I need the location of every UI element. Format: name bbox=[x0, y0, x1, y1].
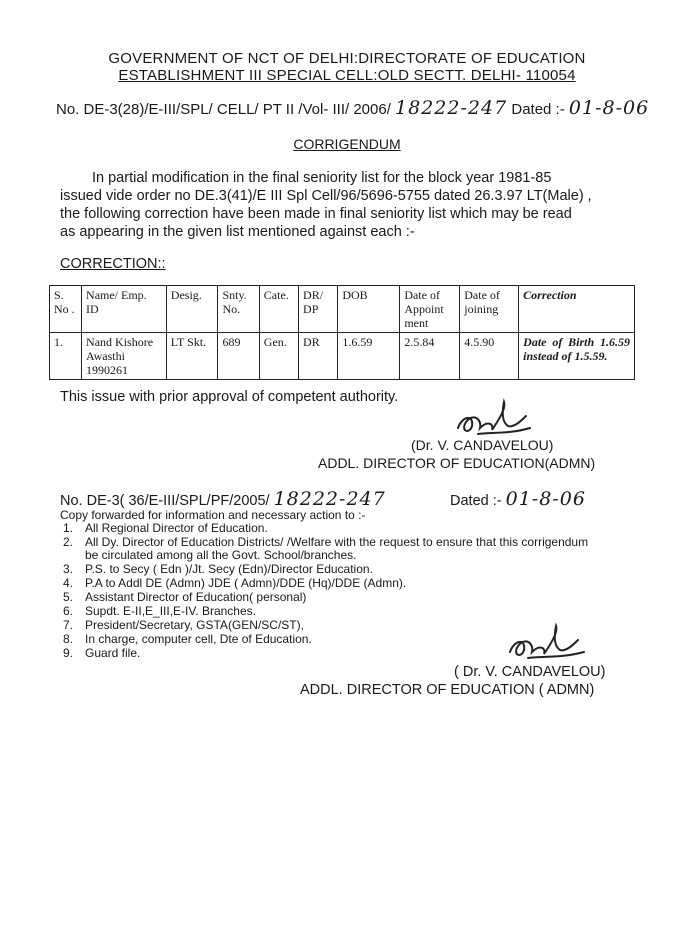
body-line-4: as appearing in the given list mentioned against each :- bbox=[60, 224, 415, 240]
header-desig: Desig. bbox=[166, 286, 218, 333]
cell-sno: 1. bbox=[50, 333, 82, 380]
recipient-list: 1. All Regional Director of Education. 2. All Dy. Director of Education Districts/ /Welfare with the request to ensure that this corrigendum be circulated among all the Govt. School/branches. 3. P.S. to Secy ( Edn )/Jt. Secy (Edn)/Director Education. 4. P.A to Addl DE (Admn) JDE ( Admn)/DDE (Hq)/DDE (Admn). 5. Assistant Director of Education( personal) 6. Supdt. E-II,E_III,E-IV. Branches. 7. President/Secretary, GSTA(GEN/SC/ST), 8. In charge, computer cell, Dte of Education. 9. Guard file. bbox=[62, 521, 589, 660]
header-snty: Snty. No. bbox=[218, 286, 259, 333]
table-header-row bbox=[50, 286, 635, 333]
header-joining: Date of joining bbox=[460, 286, 519, 333]
document-title-text: CORRIGENDUM bbox=[293, 136, 401, 152]
header-appoint: Date of Appoint ment bbox=[400, 286, 460, 333]
document-title bbox=[0, 136, 694, 152]
header-drdp: DR/ DP bbox=[299, 286, 338, 333]
signature-1-designation: ADDL. DIRECTOR OF EDUCATION(ADMN) bbox=[318, 455, 596, 471]
copy-forwarded-label: Copy forwarded for information and necessary action to :- bbox=[60, 508, 366, 522]
body-line-1: In partial modification in the final seniority list for the block year 1981-85 bbox=[92, 170, 552, 186]
cell-cate: Gen. bbox=[259, 333, 298, 380]
header-sno: S. No . bbox=[50, 286, 82, 333]
body-line-2: issued vide order no DE.3(41)/E III Spl Cell/96/5696-5755 dated 26.3.97 LT(Male) , bbox=[60, 188, 592, 204]
cell-dob: 1.6.59 bbox=[338, 333, 400, 380]
header-line-1: GOVERNMENT OF NCT OF DELHI:DIRECTORATE OF EDUCATION bbox=[108, 50, 586, 67]
handwritten-date: 01-8-06 bbox=[568, 97, 650, 119]
handwritten-date-2: 01-8-06 bbox=[505, 488, 586, 510]
reference-number-2: No. DE-3( 36/E-III/SPL/PF/2005/ bbox=[60, 493, 270, 509]
cell-drdp: DR bbox=[299, 333, 338, 380]
handwritten-dispatch-number: 18222-247 bbox=[395, 97, 508, 119]
cell-name: Nand Kishore Awasthi 1990261 bbox=[82, 333, 167, 380]
header-cate: Cate. bbox=[259, 286, 298, 333]
reference-line-1 bbox=[56, 97, 649, 119]
cell-joining: 4.5.90 bbox=[460, 333, 519, 380]
approval-statement: This issue with prior approval of competent authority. bbox=[60, 389, 399, 405]
signature-1-mark bbox=[448, 398, 538, 438]
body-line-3: the following correction have been made in final seniority list which may be read bbox=[60, 206, 572, 222]
reference-date-2 bbox=[450, 488, 586, 510]
cell-desig: LT Skt. bbox=[166, 333, 218, 380]
header-dob: DOB bbox=[338, 286, 400, 333]
reference-number: No. DE-3(28)/E-III/SPL/ CELL/ PT II /Vol- III/ 2006/ bbox=[56, 101, 391, 118]
signature-1-name: (Dr. V. CANDAVELOU) bbox=[411, 437, 554, 453]
signature-2-name: ( Dr. V. CANDAVELOU) bbox=[454, 664, 606, 680]
header-correction: Correction bbox=[519, 286, 635, 333]
header-name: Name/ Emp. ID bbox=[82, 286, 167, 333]
cell-appoint: 2.5.84 bbox=[400, 333, 460, 380]
correction-label-text: CORRECTION:: bbox=[60, 256, 166, 272]
header-line-2 bbox=[0, 67, 694, 84]
dated-label: Dated :- bbox=[511, 101, 565, 118]
handwritten-dispatch-number-2: 18222-247 bbox=[273, 488, 386, 510]
correction-table bbox=[49, 285, 635, 380]
correction-label bbox=[60, 256, 166, 272]
reference-line-2 bbox=[60, 488, 386, 510]
cell-snty: 689 bbox=[218, 333, 259, 380]
header-line-2-text: ESTABLISHMENT III SPECIAL CELL:OLD SECTT. DELHI- 110054 bbox=[118, 67, 576, 84]
dated-label-2: Dated :- bbox=[450, 493, 502, 509]
table-row bbox=[50, 333, 635, 380]
cell-correction: Date of Birth 1.6.59 instead of 1.5.59. bbox=[519, 333, 635, 380]
signature-2-designation: ADDL. DIRECTOR OF EDUCATION ( ADMN) bbox=[300, 682, 595, 698]
signature-2-mark bbox=[500, 620, 590, 664]
